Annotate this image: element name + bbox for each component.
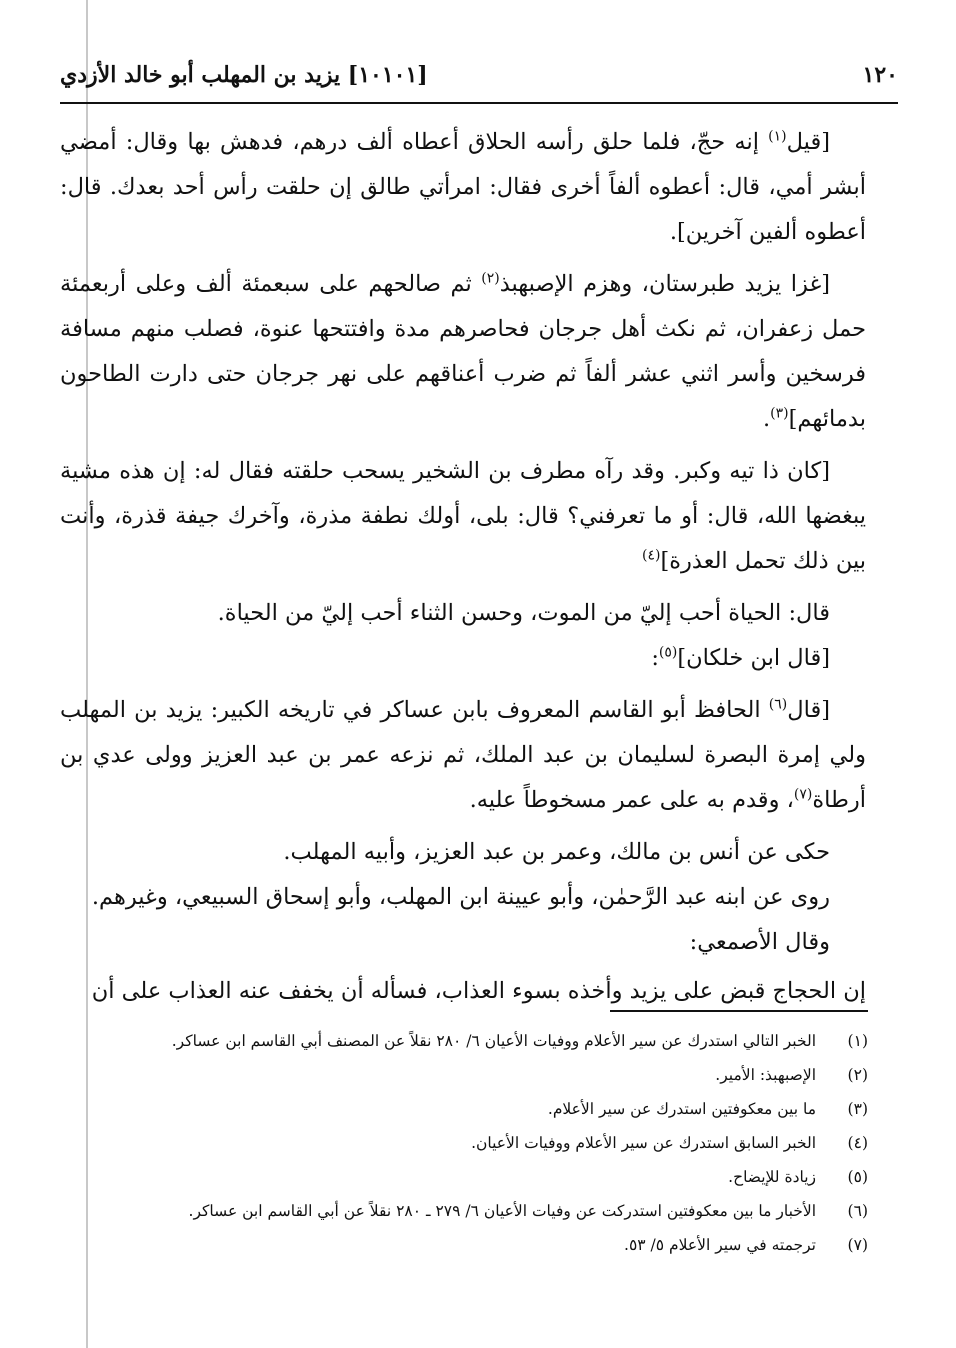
footnote-item: (٣) ما بين معكوفتين استدرك عن سير الأعلام.: [547, 1100, 868, 1118]
paragraph-asmai: وقال الأصمعي:: [689, 929, 830, 955]
footnote-ref[interactable]: (١): [768, 128, 787, 145]
footnote-ref[interactable]: (٤): [642, 547, 661, 564]
paragraph-ibn-khallikan: [قال ابن خلكان]$^{(٥)}$:: [651, 644, 830, 671]
footnote-separator: [610, 1010, 868, 1012]
footnote-ref[interactable]: (٢): [481, 270, 500, 287]
footnote-item: (٧) ترجمته في سير الأعلام ٥/ ٥٣.: [624, 1236, 868, 1254]
paragraph-narrated-by: روى عن ابنه عبد الرَّحمٰن، وأبو عيينة ابن المهلب، وأبو إسحاق السبيعي، وغيرهم.: [91, 884, 830, 910]
footnote-item: (١) الخبر التالي استدرك عن سير الأعلام ووفيات الأعيان ٦/ ٢٨٠ نقلاً عن المصنف أبي القاسم ابن عساكر.: [171, 1032, 868, 1050]
paragraph-pride: [كان ذا تيه وكبر. وقد رآه مطرف بن الشخير يسحب حلقته فقال له: إن هذه مشية يبغضها الله، قال: أو ما تعرفني؟ قال: بلى، أولك نطفة مذرة، وآخرك جيفة قذرة، وأنت بين ذلك تحمل العذرة]$^{(٤)}$: [60, 458, 866, 574]
footnote-ref[interactable]: (٧): [793, 786, 813, 803]
paragraph-hajjaj: إن الحجاج قبض على يزيد وأخذه بسوء العذاب، فسأله أن يخفف عنه العذاب على أن: [91, 978, 866, 1004]
running-title: [١٠١٠١] يزيد بن المهلب أبو خالد الأزدي: [60, 62, 428, 88]
main-text: [60, 120, 866, 1021]
page-header: [60, 54, 898, 104]
footnotes: [80, 1024, 868, 1262]
paragraph-shaving: [قيل$^{(١)}$ إنه حجّ، فلما حلق رأسه الحلاق أعطاه ألف درهم، فدهش بها وقال: أمضي أبشر أمي، قال: أعطوه ألفاً أخرى فقال: امرأتي طالق إن حلقت رأس أحد بعدك. قال: أعطوه ألفين آخرين].: [60, 128, 866, 245]
footnote-item: (٢) الإصبهبذ: الأمير.: [715, 1066, 868, 1084]
paragraph-tabaristan: [غزا يزيد طبرستان، وهزم الإصبهبذ$^{(٢)}$ ثم صالحهم على سبعمئة ألف وعلى أربعمئة حمل زعفران، ثم نكث أهل جرجان فحاصرهم مدة وافتتحها عنوة، فصلب منهم مسافة فرسخين وأسر اثني عشر ألفاً ثم ضرب أعناقهم على نهر جرجان حتى دارت الطاحون بدمائهم]$^{(٣)}$.: [60, 270, 866, 432]
paragraph-life-quote: قال: الحياة أحب إليّ من الموت، وحسن الثناء أحب إليّ من الحياة.: [217, 600, 830, 626]
footnote-item: (٥) زيادة للإيضاح.: [728, 1168, 868, 1186]
footnote-item: (٤) الخبر السابق استدرك عن سير الأعلام ووفيات الأعيان.: [471, 1134, 868, 1152]
page-number: ١٢٠: [862, 62, 898, 88]
footnote-item: (٦) الأخبار ما بين معكوفتين استدركت عن وفيات الأعيان ٦/ ٢٧٩ ـ ٢٨٠ نقلاً عن أبي القاسم ابن عساكر.: [188, 1202, 868, 1220]
footnote-ref[interactable]: (٣): [770, 405, 789, 422]
paragraph-ibn-asakir: [قال$^{(٦)}$ الحافظ أبو القاسم المعروف بابن عساكر في تاريخه الكبير: يزيد بن المهلب ولي إمرة البصرة لسليمان بن عبد الملك، ثم نزعه عمر بن عبد العزيز وولى عدي بن أرطاة$^{(٧)}$، وقدم به على عمر مسخوطاً عليه.: [60, 696, 866, 813]
header-rule: [60, 102, 898, 104]
paragraph-narrated-from: حكى عن أنس بن مالك، وعمر بن عبد العزيز، وأبيه المهلب.: [283, 839, 830, 865]
footnote-ref[interactable]: (٦): [768, 696, 788, 713]
footnote-ref[interactable]: (٥): [658, 644, 678, 661]
